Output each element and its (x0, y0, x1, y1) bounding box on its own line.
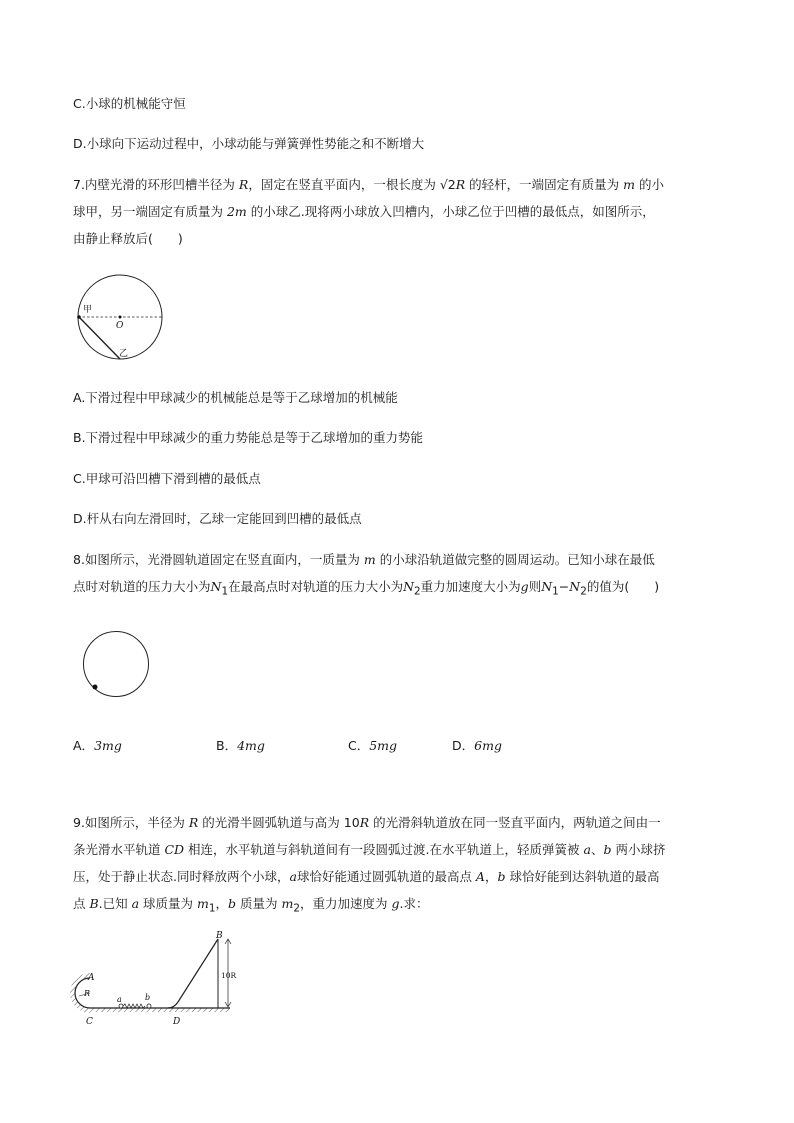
text: 相连，水平轨道与斜轨道间有一段圆弧过渡.在水平轨道上，轻质弹簧被 (184, 842, 584, 857)
var-N2: N (403, 579, 415, 594)
q8-option-c (348, 736, 397, 754)
text: 的轻杆，一端固定有质量为 (465, 177, 624, 192)
label-D: D (173, 1017, 181, 1027)
var-N1: N (541, 579, 553, 594)
text: 球质量为 (139, 896, 198, 911)
option-value: 5mg (369, 738, 398, 753)
text: ，重力加速度为 (299, 896, 392, 911)
q7-option-c: C.甲球可沿凹槽下滑到槽的最低点 (73, 471, 261, 486)
text: 条光滑水平轨道 (73, 842, 165, 857)
text: 的值为( ) (586, 579, 660, 594)
text: .已知 (98, 896, 132, 911)
ball-b (147, 1004, 151, 1008)
text: 7.内壁光滑的环形凹槽半径为 (73, 177, 239, 192)
q8-option-d (452, 736, 502, 754)
var-R: R (359, 815, 370, 830)
var-m: m (363, 552, 376, 567)
label-10R: 10R (221, 971, 237, 980)
text: 8.如图所示，光滑圆轨道固定在竖直面内，一质量为 (73, 552, 364, 567)
text: 在最高点时对轨道的压力大小为 (228, 579, 404, 594)
var-CD: CD (164, 842, 185, 857)
ball (93, 685, 98, 690)
text: 点 (73, 896, 90, 911)
q8-option-b (216, 736, 265, 754)
text: 的小 (634, 177, 664, 192)
text: 球恰好能到达斜轨道的最高 (505, 869, 660, 884)
q9-figure (70, 930, 245, 1030)
q8-option-a (73, 736, 122, 754)
rigid-rod (79, 317, 120, 359)
text: 压，处于静止状态.同时释放两个小球， (73, 869, 290, 884)
q9-stem-line3 (73, 869, 659, 885)
q9-stem-line4 (73, 896, 428, 917)
var-a: a (583, 842, 591, 857)
q7-stem-line2 (73, 204, 655, 220)
var-m: m (623, 177, 635, 192)
subscript: 2 (293, 902, 300, 915)
option-value: 6mg (474, 738, 502, 753)
text: 9.如图所示，半径为 (73, 815, 189, 830)
text: 球甲，另一端固定有质量为 (73, 204, 227, 219)
var-R: R (455, 177, 466, 192)
q9-stem-line1 (73, 815, 661, 831)
label-C: C (86, 1017, 93, 1027)
label-O: O (116, 321, 124, 331)
var-B: B (89, 896, 99, 911)
minus-sign: − (558, 579, 570, 594)
text: 的小球沿轨道做完整的圆周运动。已知小球在最低 (375, 552, 655, 567)
label-A: A (88, 973, 95, 983)
ball-a (119, 1004, 123, 1008)
text: ，固定在竖直平面内，一根长度为 (248, 177, 440, 192)
q6-option-c: C.小球的机械能守恒 (73, 96, 186, 111)
var-R: R (188, 815, 199, 830)
option-value: 4mg (237, 738, 265, 753)
option-label: B． (216, 738, 238, 753)
option-value: 3mg (94, 738, 122, 753)
q9-stem-line2 (73, 842, 665, 858)
sqrt-2: √2 (439, 177, 456, 192)
var-b: b (603, 842, 612, 857)
text: 两小球挤 (611, 842, 666, 857)
text: 球恰好能通过圆弧轨道的最高点 (296, 869, 476, 884)
ball-jia (77, 315, 81, 319)
subscript: 1 (552, 585, 559, 598)
label-R: R (84, 989, 91, 998)
var-N2: N (569, 579, 581, 594)
label-yi: 乙 (119, 349, 129, 359)
q7-figure (74, 272, 170, 364)
text: 点时对轨道的压力大小为 (73, 579, 211, 594)
center-point (119, 316, 122, 319)
incline-track (168, 939, 218, 1008)
q8-stem-line2 (73, 579, 659, 600)
subscript: 2 (580, 585, 587, 598)
q8-stem-line1 (73, 552, 655, 568)
q8-figure (82, 630, 152, 700)
q7-option-a: A.下滑过程中甲球减少的机械能总是等于乙球增加的机械能 (73, 390, 398, 405)
text: 质量为 (236, 896, 282, 911)
option-label: D． (452, 738, 475, 753)
q7-option-b: B.下滑过程中甲球减少的重力势能总是等于乙球增加的重力势能 (73, 430, 424, 445)
subscript: 1 (221, 585, 229, 598)
var-A: A (475, 869, 485, 884)
label-a: a (117, 995, 122, 1004)
q7-stem-line3: 由静止释放后( ) (73, 231, 183, 246)
label-B: B (216, 931, 223, 941)
option-label: A． (73, 738, 95, 753)
q7-stem-line1 (73, 177, 664, 193)
text: ， (484, 869, 498, 884)
label-b: b (145, 993, 151, 1002)
var-2m: 2m (226, 204, 247, 219)
text: .求： (399, 896, 429, 911)
var-R: R (238, 177, 249, 192)
text: ， (215, 896, 229, 911)
text: 的小球乙.现将两小球放入凹槽内，小球乙位于凹槽的最低点，如图所示， (246, 204, 655, 219)
q8-options (73, 736, 733, 752)
q6-option-d: D.小球向下运动过程中，小球动能与弹簧弹性势能之和不断增大 (73, 136, 425, 151)
var-b: b (228, 896, 237, 911)
var-m2: m (281, 896, 294, 911)
var-g: g (520, 579, 529, 594)
subscript: 1 (208, 902, 216, 915)
var-a: a (131, 896, 140, 911)
label-jia: 甲 (83, 305, 93, 315)
var-a: a (289, 869, 297, 884)
var-g: g (391, 896, 400, 911)
text: 则 (528, 579, 542, 594)
var-N1: N (210, 579, 222, 594)
var-b: b (497, 869, 506, 884)
text: 、 (590, 842, 604, 857)
var-m1: m (197, 896, 209, 911)
text: 的光滑半圆弧轨道与高为 10 (198, 815, 360, 830)
subscript: 2 (414, 585, 421, 598)
text: 的光滑斜轨道放在同一竖直平面内，两轨道之间由一 (369, 815, 661, 830)
text: 重力加速度大小为 (420, 579, 521, 594)
q7-option-d: D.杆从右向左滑回时，乙球一定能回到凹槽的最低点 (73, 511, 362, 526)
option-label: C． (348, 738, 370, 753)
